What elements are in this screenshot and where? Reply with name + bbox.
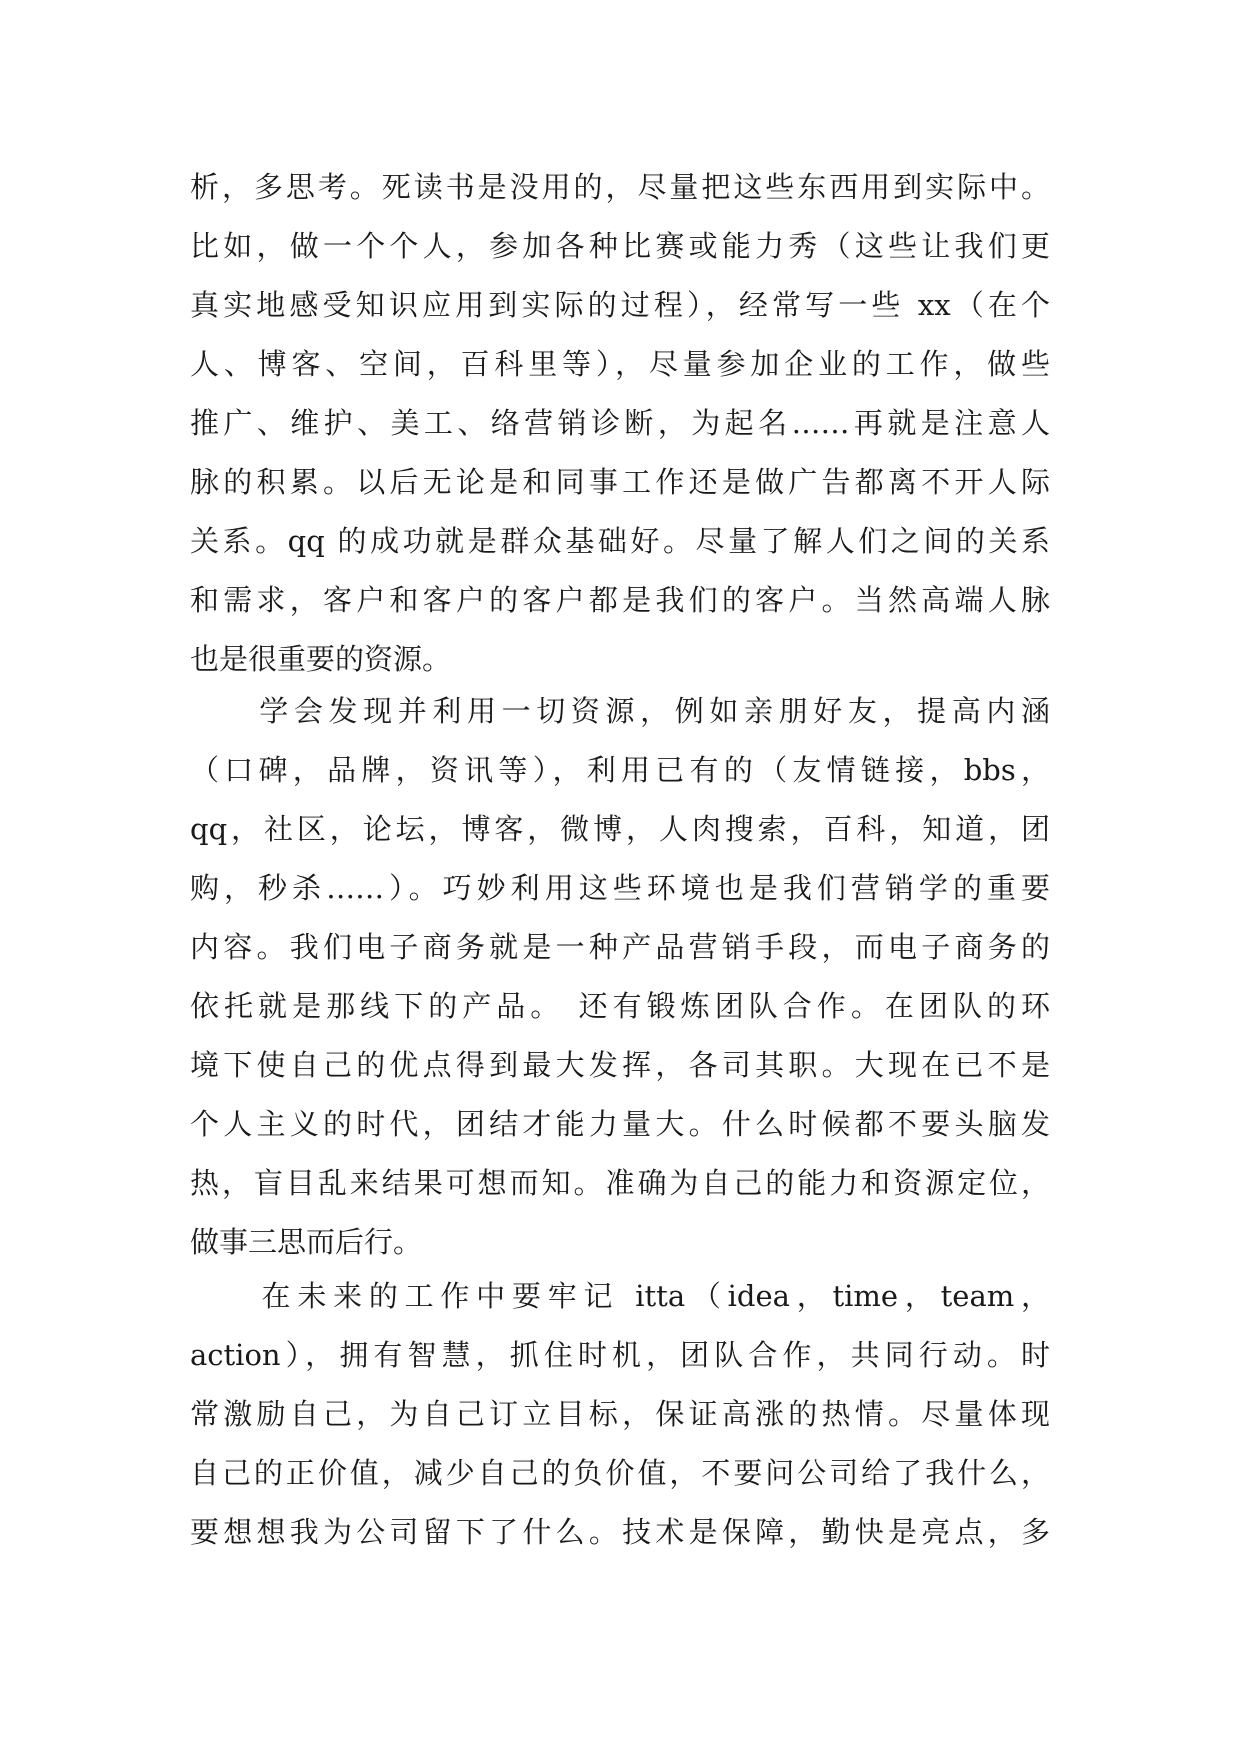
paragraph-3	[190, 1267, 1050, 1562]
text-line: 和需求，客户和客户的客户都是我们的客户。当然高端人脉	[190, 583, 1050, 617]
text-line: 热，盲目乱来结果可想而知。准确为自己的能力和资源定位，	[190, 1166, 1050, 1200]
text-line: 境下使自己的优点得到最大发挥，各司其职。大现在已不是	[190, 1048, 1050, 1082]
text-line: 常激励自己，为自己订立目标，保证高涨的热情。尽量体现	[190, 1397, 1050, 1431]
text-line: 依托就是那线下的产品。 还有锻炼团队合作。在团队的环	[190, 989, 1050, 1023]
text-line: 关系。qq 的成功就是群众基础好。尽量了解人们之间的关系	[190, 524, 1050, 558]
text-line: 个人主义的时代，团结才能力量大。什么时候都不要头脑发	[190, 1107, 1050, 1141]
text-line: 真实地感受知识应用到实际的过程），经常写一些 xx（在个	[190, 288, 1050, 322]
text-line: 购，秒杀……）。巧妙利用这些环境也是我们营销学的重要	[190, 871, 1050, 905]
text-line: 自己的正价值，减少自己的负价值，不要问公司给了我什么，	[190, 1456, 1050, 1490]
paragraph-2	[190, 682, 1050, 1272]
text-line: 做事三思而后行。	[190, 1225, 423, 1259]
text-line: qq，社区，论坛，博客，微博，人肉搜索，百科，知道，团	[190, 812, 1050, 846]
text-line: 内容。我们电子商务就是一种产品营销手段，而电子商务的	[190, 930, 1050, 964]
text-line: 析，多思考。死读书是没用的，尽量把这些东西用到实际中。	[190, 170, 1050, 204]
text-line: 人、博客、空间，百科里等），尽量参加企业的工作，做些	[190, 347, 1050, 381]
text-line: 也是很重要的资源。	[190, 642, 452, 676]
text-line: 学会发现并利用一切资源，例如亲朋好友，提高内涵	[190, 694, 1050, 728]
text-line: 在未来的工作中要牢记 itta（idea，time，team，	[190, 1279, 1050, 1313]
paragraph-1	[190, 158, 1050, 689]
text-line: 推广、维护、美工、络营销诊断，为起名……再就是注意人	[190, 406, 1050, 440]
text-line: 比如，做一个个人，参加各种比赛或能力秀（这些让我们更	[190, 229, 1050, 263]
text-line: （口碑，品牌，资讯等），利用已有的（友情链接，bbs，	[190, 753, 1050, 787]
text-line: 脉的积累。以后无论是和同事工作还是做广告都离不开人际	[190, 465, 1050, 499]
text-line: action），拥有智慧，抓住时机，团队合作，共同行动。时	[190, 1338, 1050, 1372]
text-line: 要想想我为公司留下了什么。技术是保障，勤快是亮点，多	[190, 1515, 1050, 1549]
